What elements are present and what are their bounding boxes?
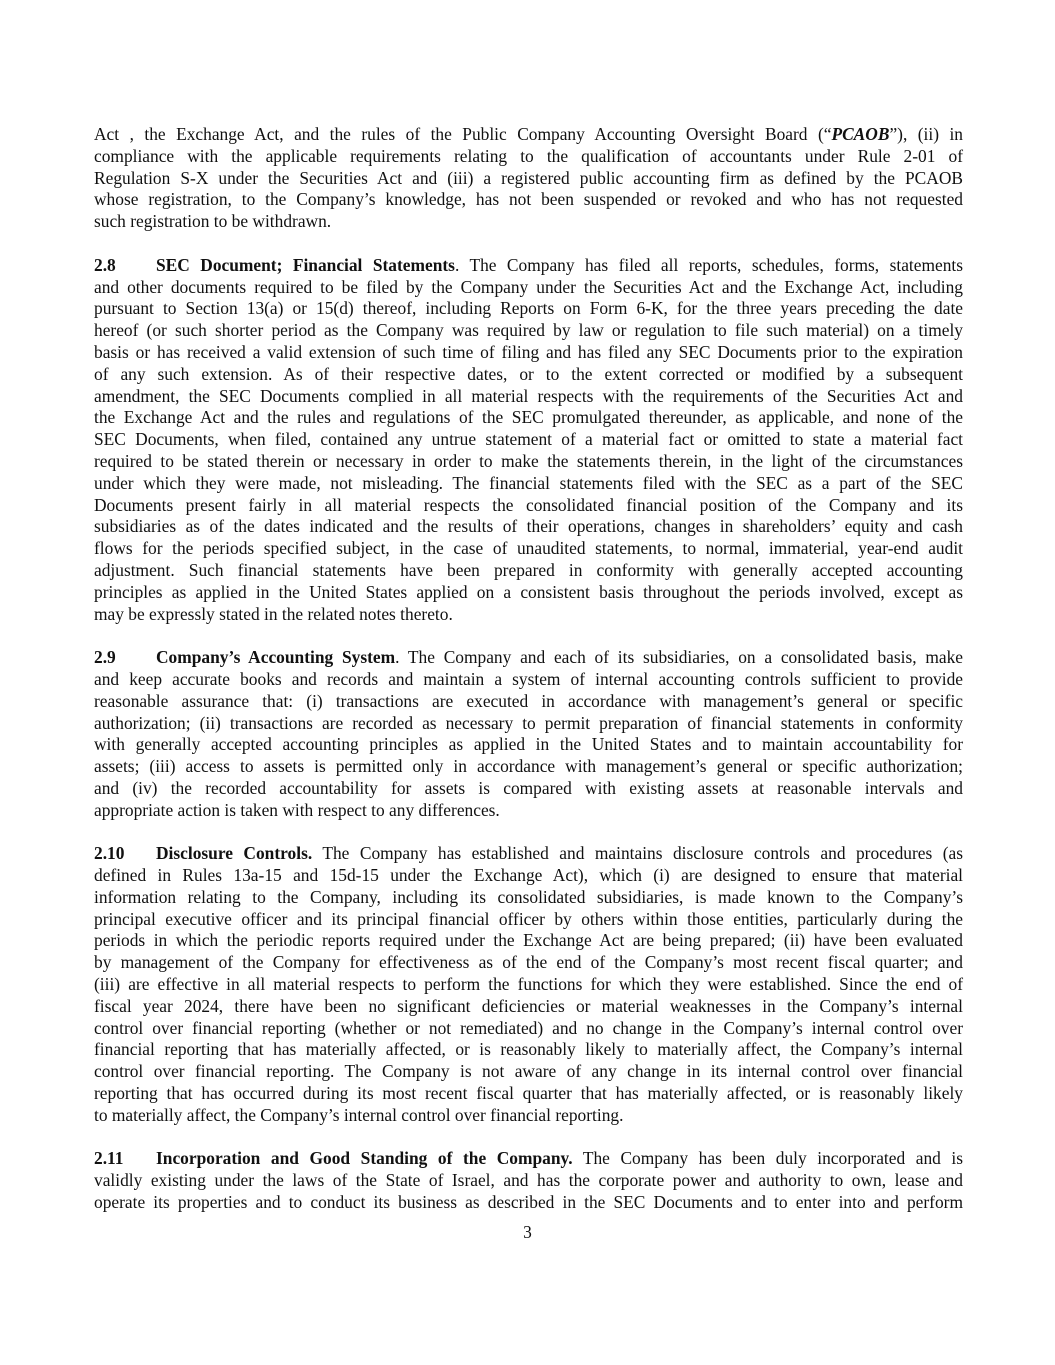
section-2-8 — [94, 255, 963, 626]
text-line: and (iv) the recorded accountability for assets is compared with existing assets at reasonable intervals and — [94, 777, 963, 798]
text-line: of any such extension. As of their respective dates, or to the extent corrected or modified by a subsequent — [94, 363, 963, 384]
text-line: control over financial reporting. The Company is not aware of any change in its internal control over financial — [94, 1061, 963, 1082]
text-line: (iii) are effective in all material respects to perform the functions for which they were established. Since the end of — [94, 974, 963, 995]
text-line: fiscal year 2024, there have been no significant deficiencies or material weaknesses in the Company’s internal — [94, 995, 963, 1016]
section-first-line — [94, 647, 963, 669]
text-fragment: ”), (ii) in — [889, 124, 963, 144]
text-line: to materially affect, the Company’s internal control over financial reporting. — [94, 1104, 624, 1125]
section-number: 2.10 — [94, 843, 125, 864]
text-fragment: Act , the Exchange Act, and the rules of the Public Company Accounting Oversight Board (“ — [94, 124, 832, 144]
text-fragment: The Company has filed all reports, schedules, forms, statements — [459, 254, 964, 275]
section-2-9 — [94, 647, 963, 821]
text-line: principles as applied in the United States applied on a consistent basis throughout the periods involved, except as — [94, 581, 963, 602]
text-line: subsidiaries as of the dates indicated and the results of their operations, changes in shareholders’ equity and cash — [94, 516, 963, 537]
text-line: and other documents required to be filed by the Company under the Securities Act and the Exchange Act, including — [94, 276, 963, 297]
text-line: basis or has received a valid extension of such time of filing and has filed any SEC Documents prior to the expiration — [94, 341, 963, 362]
section-2-11 — [94, 1148, 963, 1213]
text-line: authorization; (ii) transactions are recorded as necessary to permit preparation of financial statements in conformity — [94, 712, 963, 733]
section-heading: Incorporation and Good Standing of the Company. — [156, 1148, 573, 1169]
text-line: defined in Rules 13a-15 and 15d-15 under the Exchange Act), which (i) are designed to ensure that material — [94, 865, 963, 886]
text-line: flows for the periods specified subject, in the case of unaudited statements, to normal, immaterial, year-end audit — [94, 538, 963, 559]
text-line — [94, 124, 963, 146]
section-number: 2.11 — [94, 1148, 124, 1169]
page-number: 3 — [523, 1222, 532, 1242]
text-line: and keep accurate books and records and maintain a system of internal accounting controls sufficient to provide — [94, 668, 963, 689]
text-line: by management of the Company for effectiveness as of the end of the Company’s most recent fiscal quarter; and — [94, 952, 963, 973]
text-line: may be expressly stated in the related notes thereto. — [94, 603, 453, 624]
text-line: pursuant to Section 13(a) or 15(d) thereof, including Reports on Form 6-K, for the three years preceding the date — [94, 298, 963, 319]
section-heading: Company’s Accounting System — [156, 647, 396, 668]
text-line: Documents present fairly in all material respects the consolidated financial position of the Company and its — [94, 494, 963, 515]
text-line: periods in which the periodic reports required under the Exchange Act are being prepared; (ii) have been evaluated — [94, 930, 963, 951]
section-first-line — [94, 843, 963, 865]
text-line: Regulation S-X under the Securities Act and (iii) a registered public accounting firm as defined by the PCAOB — [94, 167, 963, 188]
text-line: whose registration, to the Company’s knowledge, has not been suspended or revoked and who has not requested — [94, 189, 963, 210]
text-line: hereof (or such shorter period as the Company was required by law or regulation to file such material) on a timely — [94, 320, 963, 341]
text-line: principal executive officer and its principal financial officer by others within those entities, particularly during the — [94, 908, 963, 929]
document-page — [94, 124, 963, 1214]
text-fragment: The Company has been duly incorporated and is — [572, 1148, 963, 1169]
text-line: assets; (iii) access to assets is permitted only in accordance with management’s general or specific authorization; — [94, 756, 963, 777]
section-first-line — [94, 255, 963, 277]
text-line: validly existing under the laws of the State of Israel, and has the corporate power and authority to own, lease and — [94, 1170, 963, 1191]
section-heading: Disclosure Controls. — [156, 843, 313, 864]
text-line: the Exchange Act and the rules and regulations of the SEC promulgated thereunder, as applicable, and none of the — [94, 407, 963, 428]
section-2-10 — [94, 843, 963, 1126]
intro-paragraph — [94, 124, 963, 233]
heading-punctuation: . — [454, 254, 460, 275]
text-line: required to be stated therein or necessary in order to make the statements therein, in the light of the circumstances — [94, 450, 963, 471]
text-line: information relating to the Company, including its consolidated subsidiaries, is made known to the Company’s — [94, 886, 963, 907]
text-fragment: The Company and each of its subsidiaries, on a consolidated basis, make — [399, 647, 964, 668]
text-line: reasonable assurance that: (i) transactions are executed in accordance with management’s general or specific — [94, 690, 963, 711]
text-line: SEC Documents, when filed, contained any untrue statement of a material fact or omitted to state a material fact — [94, 429, 963, 450]
text-line: operate its properties and to conduct its business as described in the SEC Documents and to enter into and perform — [94, 1192, 963, 1213]
text-line: with generally accepted accounting principles as applied in the United States and to maintain accountability for — [94, 734, 963, 755]
text-line: compliance with the applicable requirements relating to the qualification of accountants under Rule 2-01 of — [94, 145, 963, 166]
section-heading: SEC Document; Financial Statements — [156, 254, 455, 275]
text-line: adjustment. Such financial statements have been prepared in conformity with generally accepted accounting — [94, 559, 963, 580]
heading-punctuation: . — [395, 647, 400, 668]
text-line: under which they were made, not misleading. The financial statements filed with the SEC as a part of the SEC — [94, 472, 963, 493]
section-number: 2.8 — [94, 254, 116, 275]
pcaob-defined-term: PCAOB — [831, 124, 890, 144]
section-first-line — [94, 1148, 963, 1170]
text-line: financial reporting that has materially affected, or is reasonably likely to materially affect, the Company’s internal — [94, 1039, 963, 1060]
sections-container — [94, 255, 963, 1214]
text-line: control over financial reporting (whether or not remediated) and no change in the Company’s internal control over — [94, 1017, 963, 1038]
text-line: amendment, the SEC Documents complied in all material respects with the requirements of the Securities Act and — [94, 385, 963, 406]
text-fragment: The Company has established and maintains disclosure controls and procedures (as — [312, 843, 963, 864]
section-number: 2.9 — [94, 647, 116, 668]
text-line: reporting that has occurred during its most recent fiscal quarter that has materially affected, or is reasonably likely — [94, 1083, 963, 1104]
text-line: such registration to be withdrawn. — [94, 211, 332, 232]
text-line: appropriate action is taken with respect to any differences. — [94, 799, 500, 820]
